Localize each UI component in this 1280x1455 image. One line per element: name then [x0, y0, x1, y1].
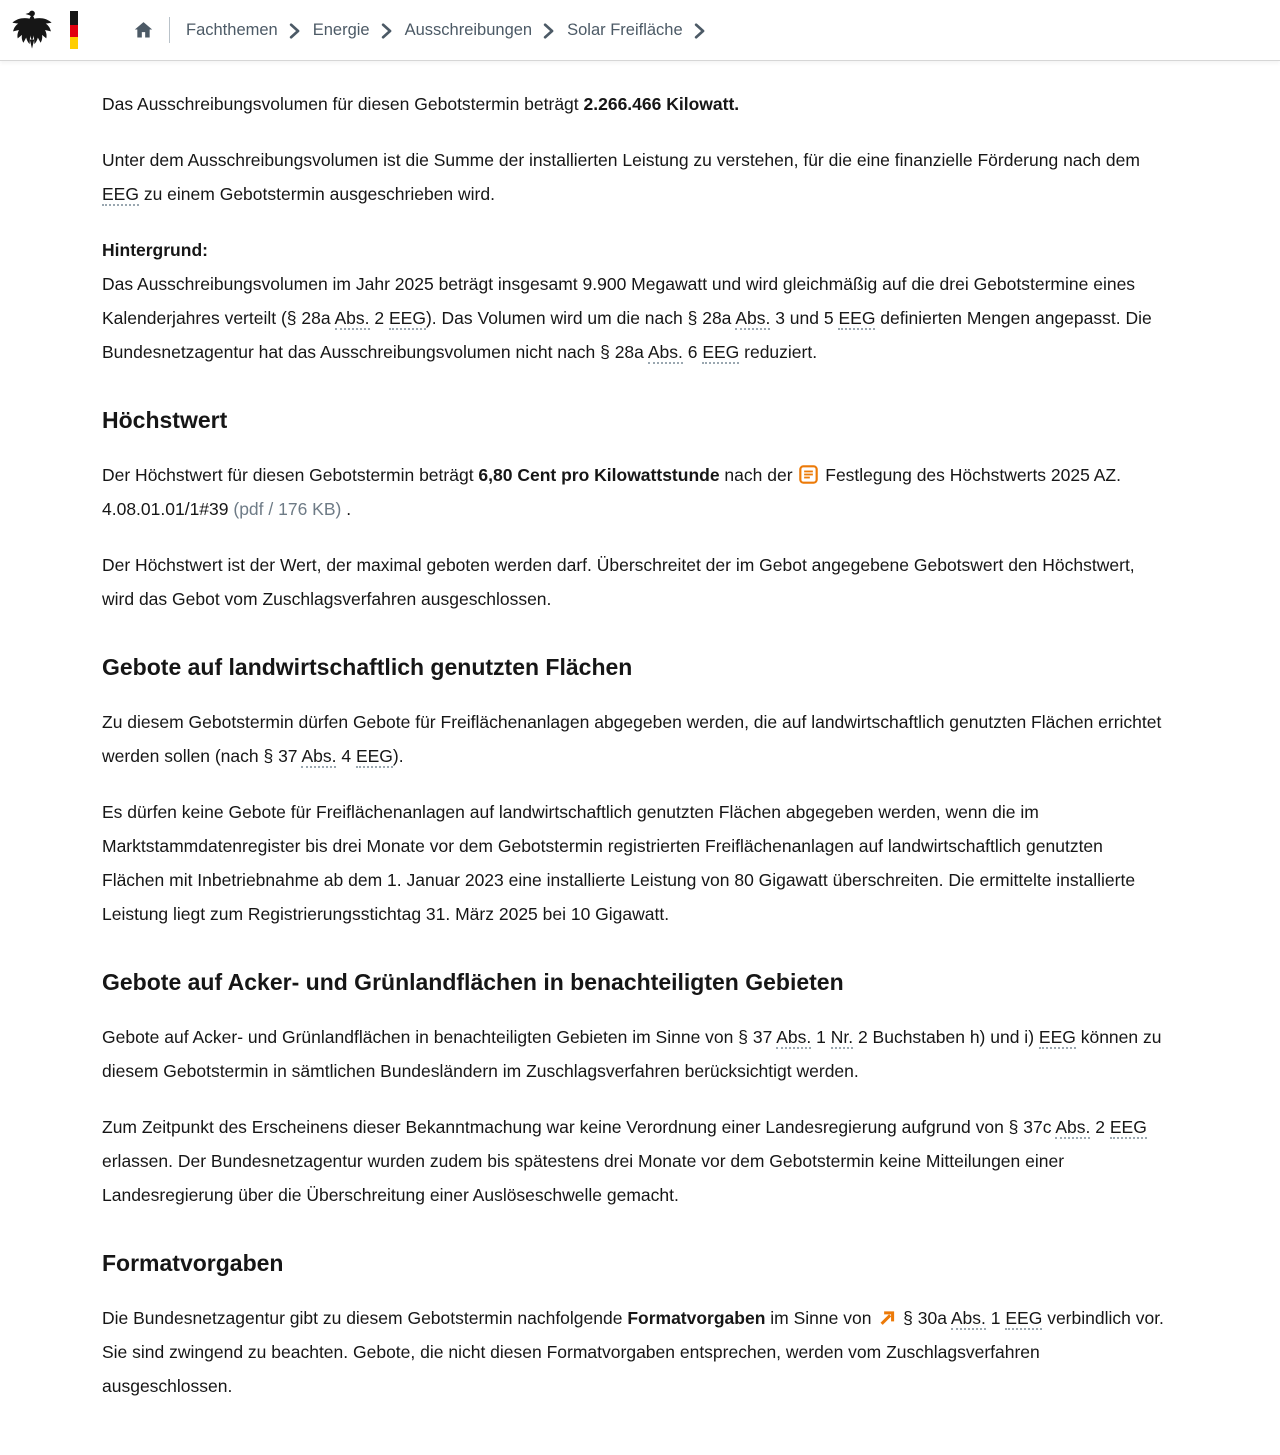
section-heading: Gebote auf Acker- und Grünlandflächen in benachteiligten Gebieten: [102, 969, 844, 995]
chevron-right-icon: [381, 23, 392, 39]
abbr-term: Abs.: [776, 1027, 812, 1047]
site-header: [0, 0, 1280, 61]
abbr-term: EEG: [1109, 1117, 1147, 1137]
external-link-icon[interactable]: [878, 1309, 896, 1327]
text-run: ). Das Volumen wird um die nach § 28a: [425, 308, 736, 328]
text-run: Der Höchstwert ist der Wert, der maximal geboten werden darf. Überschreitet der im Gebot angegebene Gebotswert den Höchstwert, wird das Gebot vom Zuschlagsverfahren ausgeschlossen.: [102, 555, 1135, 609]
text-run: ).: [392, 746, 404, 766]
abbr-term: Abs.: [950, 1308, 986, 1328]
text-run: reduziert.: [739, 342, 818, 362]
text-run: 2: [1090, 1117, 1110, 1137]
emphasis-text: Formatvorgaben: [627, 1308, 766, 1328]
emphasis-text: 6,80 Cent pro Kilowattstunde: [478, 465, 720, 485]
text-run: 3 und 5: [770, 308, 839, 328]
paragraph-30a-link[interactable]: § 30a: [898, 1308, 951, 1328]
abbr-term: Abs.: [647, 342, 683, 362]
text-run: .: [341, 499, 352, 519]
text-run: Gebote auf Acker- und Grünlandflächen in benachteiligten Gebieten im Sinne von § 37: [102, 1027, 777, 1047]
abbr-term: Nr.: [830, 1027, 854, 1047]
text-run: verbindlich vor. Sie sind zwingend zu beachten. Gebote, die nicht diesen Formatvorgaben entsprechen, werden vom Zuschlagsverfahren ausgeschlossen.: [102, 1308, 1164, 1396]
abbr-term: EEG: [102, 184, 139, 204]
text-run: 2 Buchstaben h) und i): [853, 1027, 1039, 1047]
bundesadler-icon: [10, 7, 54, 53]
german-flag-stripe: [70, 11, 78, 49]
abbr-term: EEG: [838, 308, 876, 328]
text-run: 2: [369, 308, 389, 328]
paragraph: [102, 1301, 1165, 1403]
section-heading: Höchstwert: [102, 407, 228, 433]
paragraph: [102, 1020, 1165, 1088]
text-run: Unter dem Ausschreibungsvolumen ist die Summe der installierten Leistung zu verstehen, für die eine finanzielle Förderung nach dem: [102, 150, 1140, 170]
text-run: Zu diesem Gebotstermin dürfen Gebote für Freiflächenanlagen abgegeben werden, die auf landwirtschaftlich genutzten Flächen errichtet werden sollen (nach § 37: [102, 712, 1162, 766]
content: [0, 61, 1280, 1455]
abbr-term: EEG: [1038, 1027, 1076, 1047]
breadcrumb-item-solar-freifläche[interactable]: Solar Freifläche: [567, 20, 683, 39]
content-blocks: [102, 87, 1165, 1403]
breadcrumb-home[interactable]: [133, 20, 154, 40]
text-run: im Sinne von: [765, 1308, 877, 1328]
chevron-right-icon: [543, 23, 554, 39]
paragraph: [102, 87, 1165, 121]
document-icon[interactable]: [799, 465, 818, 484]
paragraph: [102, 1110, 1165, 1212]
text-run: 1: [985, 1308, 1006, 1328]
breadcrumb-item-ausschreibungen[interactable]: Ausschreibungen: [404, 20, 533, 39]
breadcrumb-item-fachthemen[interactable]: Fachthemen: [186, 20, 278, 39]
text-run: Zum Zeitpunkt des Erscheinens dieser Bekanntmachung war keine Verordnung einer Landesregierung aufgrund von § 37c: [102, 1117, 1056, 1137]
hoechstwert-pdf-link[interactable]: Festlegung des Höchstwerts 2025 AZ. 4.08.01.01/1#39: [102, 465, 1121, 519]
text-run: Der Höchstwert für diesen Gebotstermin beträgt: [102, 465, 479, 485]
paragraph: [102, 548, 1165, 616]
text-run: Das Ausschreibungsvolumen für diesen Gebotstermin beträgt: [102, 94, 584, 114]
paragraph: [102, 233, 1165, 369]
text-run: definierten Mengen angepasst. Die Bundesnetzagentur hat das Ausschreibungsvolumen nicht nach § 28a: [102, 308, 1152, 362]
section-heading: Gebote auf landwirtschaftlich genutzten Flächen: [102, 654, 633, 680]
breadcrumb-item-energie[interactable]: Energie: [312, 20, 370, 39]
text-run: 6: [682, 342, 703, 362]
breadcrumb-bar: [133, 17, 718, 43]
abbr-term: Abs.: [735, 308, 771, 328]
text-run: nach der: [719, 465, 798, 485]
paragraph: [102, 143, 1165, 211]
paragraph: [102, 795, 1165, 931]
paragraph: [102, 705, 1165, 773]
text-run: Es dürfen keine Gebote für Freiflächenanlagen auf landwirtschaftlich genutzten Flächen abgegeben werden, wenn die im Marktstammdatenregister bis drei Monate vor dem Gebotstermin registrierten Freiflächenanlagen auf landwirtschaftlich genutzten Flächen mit Inbetriebnahme ab dem 1. Januar 2023 eine installierte Leistung von 80 Gigawatt überschreiten. Die ermittelte installierte Leistung liegt zum Registrierungsstichtag 31. März 2025 bei 10 Gigawatt.: [102, 802, 1136, 924]
abbr-term: EEG: [702, 342, 740, 362]
text-run: zu einem Gebotstermin ausgeschrieben wird.: [138, 184, 495, 204]
abbr-term: Abs.: [334, 308, 370, 328]
paragraph: [102, 458, 1165, 526]
breadcrumb: [186, 21, 718, 40]
breadcrumb-divider: [169, 17, 170, 43]
text-run: 4: [336, 746, 356, 766]
home-icon: [133, 20, 154, 40]
abbr-term: EEG: [1005, 1308, 1043, 1328]
file-size-text: (pdf / 176 KB): [233, 499, 342, 519]
emphasis-text: Hintergrund:: [102, 240, 208, 260]
section-heading: Formatvorgaben: [102, 1250, 284, 1276]
text-run: erlassen. Der Bundesnetzagentur wurden zudem bis spätestens drei Monate vor dem Gebotstermin keine Mitteilungen einer Landesregierung über die Überschreitung einer Auslöseschwelle gemacht.: [102, 1151, 1065, 1205]
chevron-right-icon: [289, 23, 300, 39]
chevron-right-icon: [694, 23, 705, 39]
abbr-term: EEG: [355, 746, 393, 766]
abbr-term: Abs.: [1055, 1117, 1091, 1137]
emphasis-text: 2.266.466 Kilowatt.: [583, 94, 740, 114]
bnetza-logo[interactable]: [6, 7, 78, 53]
text-run: Das Ausschreibungsvolumen im Jahr 2025 beträgt insgesamt 9.900 Megawatt und wird gleichmäßig auf die drei Gebotstermine eines Kalenderjahres verteilt (§ 28a: [102, 274, 1136, 328]
text-run: Die Bundesnetzagentur gibt zu diesem Gebotstermin nachfolgende: [102, 1308, 628, 1328]
text-run: 1: [811, 1027, 831, 1047]
abbr-term: EEG: [389, 308, 426, 328]
abbr-term: Abs.: [301, 746, 337, 766]
text-run: können zu diesem Gebotstermin in sämtlichen Bundesländern im Zuschlagsverfahren berücksichtigt werden.: [102, 1027, 1162, 1081]
